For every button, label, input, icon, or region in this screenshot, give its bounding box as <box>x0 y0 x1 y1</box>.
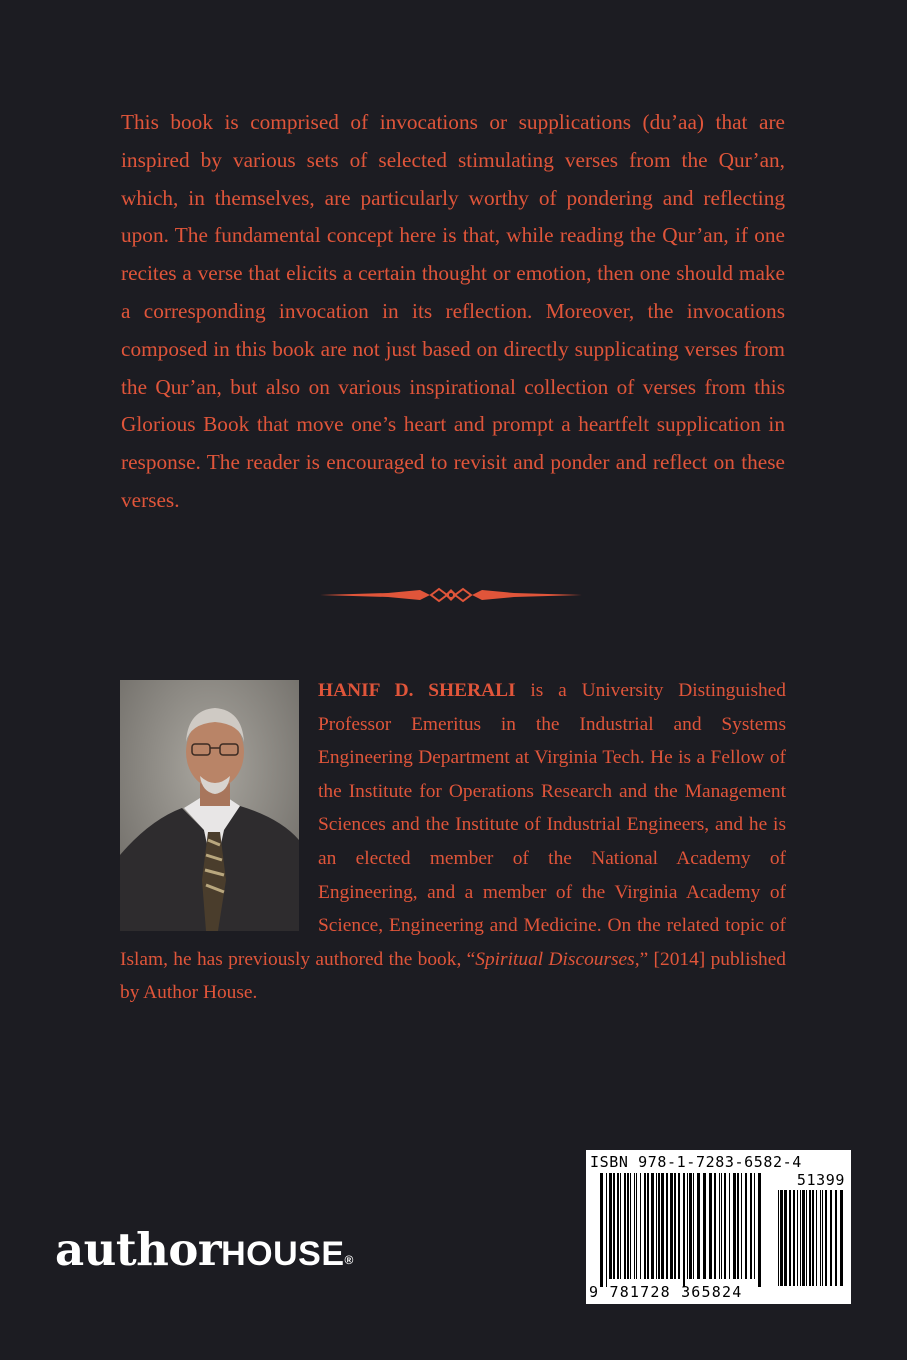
barcode-bar <box>630 1173 631 1279</box>
barcode-bar <box>830 1190 832 1286</box>
barcode-bar <box>778 1190 779 1286</box>
barcode-bar <box>724 1173 726 1279</box>
author-name: HANIF D. SHERALI <box>318 680 516 701</box>
isbn-barcode <box>586 1150 851 1304</box>
barcode-bar <box>780 1190 783 1286</box>
logo-author-text: author <box>55 1223 222 1276</box>
barcode-bar <box>620 1173 621 1279</box>
barcode-bar <box>754 1173 755 1279</box>
barcode-bar <box>600 1173 603 1287</box>
barcode-bar <box>729 1173 730 1279</box>
bio-end-text: ” [2014] published by Author House. <box>120 948 787 1004</box>
barcode-bar <box>656 1173 657 1279</box>
barcode-bar <box>741 1173 742 1279</box>
barcode-bar <box>825 1190 827 1286</box>
barcode-bar <box>683 1173 685 1287</box>
barcode-bar <box>689 1173 692 1279</box>
photo-spacer <box>120 674 318 942</box>
book-description: This book is comprised of invocations or supplications (du’aa) that are inspired by various sets of selected stimulating verses from the Qur’an, which, in themselves, are particularly worthy of pondering and reflecting upon. The fundamental concept here is that, while reading the Qur’an, if one recites a verse that elicits a certain thought or emotion, then one should make a corresponding invocation in its reflection. Moreover, the invocations composed in this book are not just based on directly supplicating verses from the Qur’an, but also on various inspirational collection of verses from this Glorious Book that move one’s heart and prompt a heartfelt supplication in response. The reader is encouraged to revisit and ponder and reflect on these verses. <box>121 110 785 512</box>
barcode-bar <box>670 1173 673 1279</box>
barcode-bar <box>606 1173 607 1287</box>
barcode-bar <box>745 1173 747 1279</box>
barcode-bar <box>793 1190 795 1286</box>
ornament-divider <box>318 580 584 610</box>
barcode-bar <box>634 1173 635 1279</box>
barcode-bar <box>678 1173 680 1279</box>
barcode-bar <box>613 1173 615 1279</box>
publisher-logo <box>55 1224 353 1280</box>
barcode-bars <box>586 1150 851 1304</box>
registered-mark: ® <box>344 1253 353 1267</box>
barcode-bar <box>733 1173 736 1279</box>
logo-house-text: HOUSE <box>221 1235 345 1273</box>
barcode-bar <box>758 1173 761 1287</box>
barcode-bar <box>816 1190 817 1286</box>
barcode-bar <box>737 1173 739 1279</box>
barcode-bar <box>687 1173 688 1279</box>
barcode-bar <box>789 1190 791 1286</box>
barcode-bar <box>640 1173 641 1279</box>
barcode-bar <box>609 1173 612 1279</box>
barcode-bar <box>651 1173 654 1279</box>
barcode-bar <box>647 1173 649 1279</box>
barcode-bar <box>627 1173 629 1279</box>
barcode-bar <box>658 1173 660 1279</box>
barcode-bar <box>644 1173 646 1279</box>
barcode-bar <box>703 1173 706 1279</box>
barcode-bar <box>697 1173 700 1279</box>
barcode-bar <box>714 1173 716 1279</box>
book-title: Spiritual Discourses, <box>475 948 640 970</box>
barcode-bar <box>800 1190 801 1286</box>
barcode-bar <box>709 1173 712 1279</box>
barcode-bar <box>812 1190 814 1286</box>
barcode-bar <box>802 1190 805 1286</box>
isbn-label: ISBN 978-1-7283-6582-4 <box>590 1153 802 1171</box>
barcode-bar <box>661 1173 664 1279</box>
barcode-bar <box>624 1173 626 1279</box>
barcode-bar <box>797 1190 798 1286</box>
barcode-bar <box>666 1173 668 1279</box>
barcode-bar <box>809 1190 811 1286</box>
price-addon-code: 51399 <box>796 1171 845 1189</box>
barcode-bar <box>822 1190 823 1286</box>
barcode-bar <box>693 1173 694 1279</box>
ean-digits: 9 781728 365824 <box>589 1283 743 1301</box>
barcode-bar <box>750 1173 752 1279</box>
barcode-bar <box>784 1190 787 1286</box>
barcode-bar <box>719 1173 720 1279</box>
barcode-bar <box>835 1190 837 1286</box>
barcode-bar <box>674 1173 676 1279</box>
author-bio <box>120 674 786 1010</box>
barcode-bar <box>721 1173 722 1279</box>
barcode-bar <box>806 1190 807 1286</box>
barcode-bar <box>636 1173 637 1279</box>
barcode-bar <box>840 1190 843 1286</box>
barcode-bar <box>820 1190 821 1286</box>
bio-main-text: is a University Distinguished Professor Emeritus in the Industrial and Systems Engineering Department at Virginia Tech. He is a Fellow of the Institute for Operations Research and the Management Sciences and the Institute of Industrial Engineers, and he is an elected member of the National Academy of Engineering, and a member of the Virginia Academy of Science, Engineering and Medicine. On the related topic of Islam, he has previously authored the book, “ <box>120 680 786 970</box>
barcode-bar <box>617 1173 619 1279</box>
